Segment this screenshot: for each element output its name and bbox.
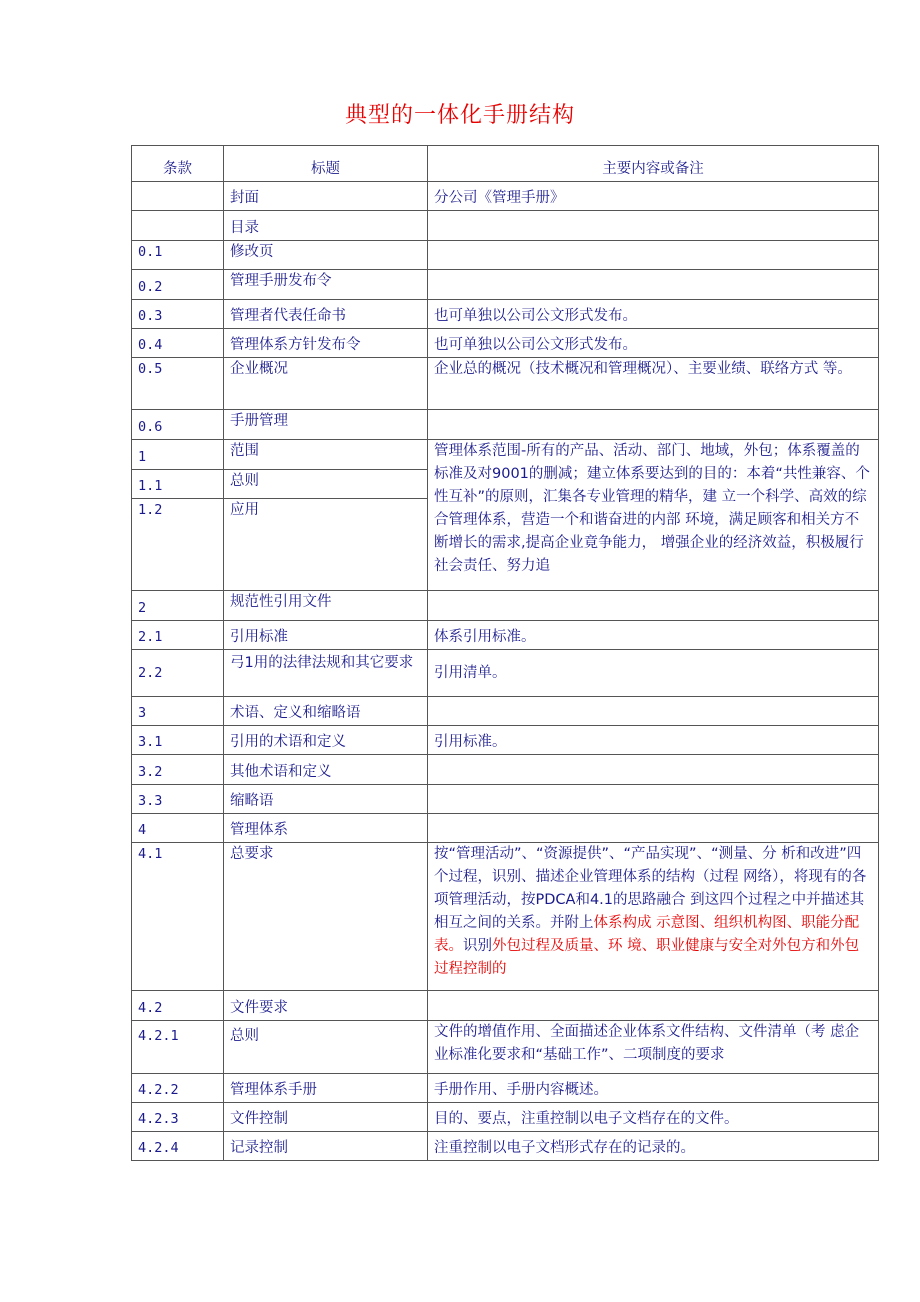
table-row xyxy=(132,785,879,814)
table-row xyxy=(132,211,879,241)
content-cell: 注重控制以电子文档形式存在的记录的。 xyxy=(428,1132,879,1161)
table-row xyxy=(132,241,879,270)
clause-cell: 1 xyxy=(132,440,224,470)
clause-cell: 3 xyxy=(132,697,224,726)
table-row xyxy=(132,697,879,726)
table-row xyxy=(132,621,879,650)
heading-cell: 目录 xyxy=(224,211,428,241)
content-cell xyxy=(428,591,879,621)
clause-cell: 1.2 xyxy=(132,499,224,591)
header-content: 主要内容或备注 xyxy=(428,146,879,182)
table-row xyxy=(132,1074,879,1103)
table-row xyxy=(132,329,879,358)
content-cell: 手册作用、手册内容概述。 xyxy=(428,1074,879,1103)
general-req-text-2: 识别 xyxy=(463,938,492,954)
heading-cell: 总要求 xyxy=(224,843,428,991)
general-req-text-red-1: 体系构成 示意图、组织机构图、职能分配表。 xyxy=(434,915,860,954)
content-cell: 引用清单。 xyxy=(428,650,879,697)
clause-cell: 3.2 xyxy=(132,755,224,785)
content-clip: 文件的增值作用、全面描述企业体系文件结构、文件清单（考 虑企业标准化要求和“基础工作”、二项制度的要求 xyxy=(434,1024,860,1063)
heading-cell: 管理者代表任命书 xyxy=(224,300,428,329)
clause-cell: 0.6 xyxy=(132,410,224,440)
heading-cell: 文件控制 xyxy=(224,1103,428,1132)
heading-cell: 修改页 xyxy=(224,241,428,270)
content-cell xyxy=(428,755,879,785)
clause-cell xyxy=(132,211,224,241)
manual-structure-table xyxy=(131,145,879,1161)
content-cell: 企业总的概况（技术概况和管理概况）、主要业绩、联络方式 等。 xyxy=(428,358,879,410)
content-cell: 也可单独以公司公文形式发布。 xyxy=(428,300,879,329)
table-row xyxy=(132,591,879,621)
table-row xyxy=(132,755,879,785)
clause-cell: 4.1 xyxy=(132,843,224,991)
clause-cell: 4.2 xyxy=(132,991,224,1021)
content-cell xyxy=(428,991,879,1021)
clause-cell: 2.1 xyxy=(132,621,224,650)
clause-cell: 4.2.3 xyxy=(132,1103,224,1132)
content-cell: 目的、要点，注重控制以电子文档存在的文件。 xyxy=(428,1103,879,1132)
heading-cell: 范围 xyxy=(224,440,428,470)
heading-cell: 企业概况 xyxy=(224,358,428,410)
clause-cell: 4.2.1 xyxy=(132,1021,224,1074)
general-req-text-red-2: 外包过程及质量、环 境、职业健康与安全对外包方和外包过程控制的 xyxy=(434,938,860,977)
content-cell: 引用标准。 xyxy=(428,726,879,755)
heading-cell: 管理体系手册 xyxy=(224,1074,428,1103)
table-row xyxy=(132,270,879,300)
clause-cell: 4 xyxy=(132,814,224,843)
content-cell xyxy=(428,697,879,726)
header-clause: 条款 xyxy=(132,146,224,182)
table-row xyxy=(132,991,879,1021)
table-row xyxy=(132,1021,879,1074)
header-heading: 标题 xyxy=(224,146,428,182)
heading-cell: 规范性引用文件 xyxy=(224,591,428,621)
clause-cell: 0.5 xyxy=(132,358,224,410)
content-cell xyxy=(428,1021,879,1074)
scope-content-cell: 管理体系范围-所有的产品、活动、部门、地域，外包；体系覆盖的标准及对9001的删减；建立体系要达到的目的：本着“共性兼容、个性互补”的原则，汇集各专业管理的精华，建 立一个科学、高效的综合管理体系，营造一个和谐奋进的内部 环境，满足顾客和相关方不断增长的需求,提高企业竟争能力， 增强企业的经济效益，积极履行社会责任、努力追 xyxy=(428,440,879,591)
content-cell xyxy=(428,270,879,300)
heading-cell: 管理体系 xyxy=(224,814,428,843)
table-row xyxy=(132,410,879,440)
heading-cell: 文件要求 xyxy=(224,991,428,1021)
general-requirements-cell xyxy=(428,843,879,991)
content-cell: 体系引用标准。 xyxy=(428,621,879,650)
clause-cell xyxy=(132,182,224,211)
table-row xyxy=(132,843,879,991)
clause-cell: 0.4 xyxy=(132,329,224,358)
table-header-row xyxy=(132,146,879,182)
clause-cell: 2.2 xyxy=(132,650,224,697)
heading-cell: 总则 xyxy=(224,1021,428,1074)
general-req-text-1: 按“管理活动”、“资源提供”、“产品实现”、“测量、分 析和改进”四个过程，识别、描述企业管理体系的结构（过程 网络），将现有的各项管理活动，按PDCA和4.1的思路融合 到这四个过程之中并描述其相互之间的关系。并附上 xyxy=(434,846,867,931)
heading-cell: 弓1用的法律法规和其它要求 xyxy=(224,650,428,697)
content-cell xyxy=(428,410,879,440)
content-cell xyxy=(428,241,879,270)
heading-cell: 手册管理 xyxy=(224,410,428,440)
heading-cell: 缩略语 xyxy=(224,785,428,814)
heading-cell: 记录控制 xyxy=(224,1132,428,1161)
clause-cell: 1.1 xyxy=(132,470,224,499)
content-cell: 也可单独以公司公文形式发布。 xyxy=(428,329,879,358)
heading-cell: 引用的术语和定义 xyxy=(224,726,428,755)
heading-cell: 应用 xyxy=(224,499,428,591)
table-row xyxy=(132,1132,879,1161)
heading-cell: 术语、定义和缩略语 xyxy=(224,697,428,726)
page-title: 典型的一体化手册结构 xyxy=(344,103,575,128)
clause-cell: 0.2 xyxy=(132,270,224,300)
heading-cell: 管理体系方针发布令 xyxy=(224,329,428,358)
table-row xyxy=(132,182,879,211)
heading-cell: 管理手册发布令 xyxy=(224,270,428,300)
clause-cell: 4.2.4 xyxy=(132,1132,224,1161)
content-cell xyxy=(428,785,879,814)
clause-cell: 4.2.2 xyxy=(132,1074,224,1103)
clause-cell: 0.1 xyxy=(132,241,224,270)
heading-cell: 总则 xyxy=(224,470,428,499)
content-cell xyxy=(428,814,879,843)
table-row xyxy=(132,814,879,843)
heading-cell: 引用标准 xyxy=(224,621,428,650)
table-row xyxy=(132,358,879,410)
table-row xyxy=(132,440,879,470)
content-cell: 分公司《管理手册》 xyxy=(428,182,879,211)
heading-cell: 其他术语和定义 xyxy=(224,755,428,785)
table-row xyxy=(132,726,879,755)
heading-cell: 封面 xyxy=(224,182,428,211)
clause-cell: 3.1 xyxy=(132,726,224,755)
clause-cell: 2 xyxy=(132,591,224,621)
table-row xyxy=(132,650,879,697)
clause-cell: 3.3 xyxy=(132,785,224,814)
clause-cell: 0.3 xyxy=(132,300,224,329)
table-row xyxy=(132,300,879,329)
content-cell xyxy=(428,211,879,241)
table-row xyxy=(132,1103,879,1132)
